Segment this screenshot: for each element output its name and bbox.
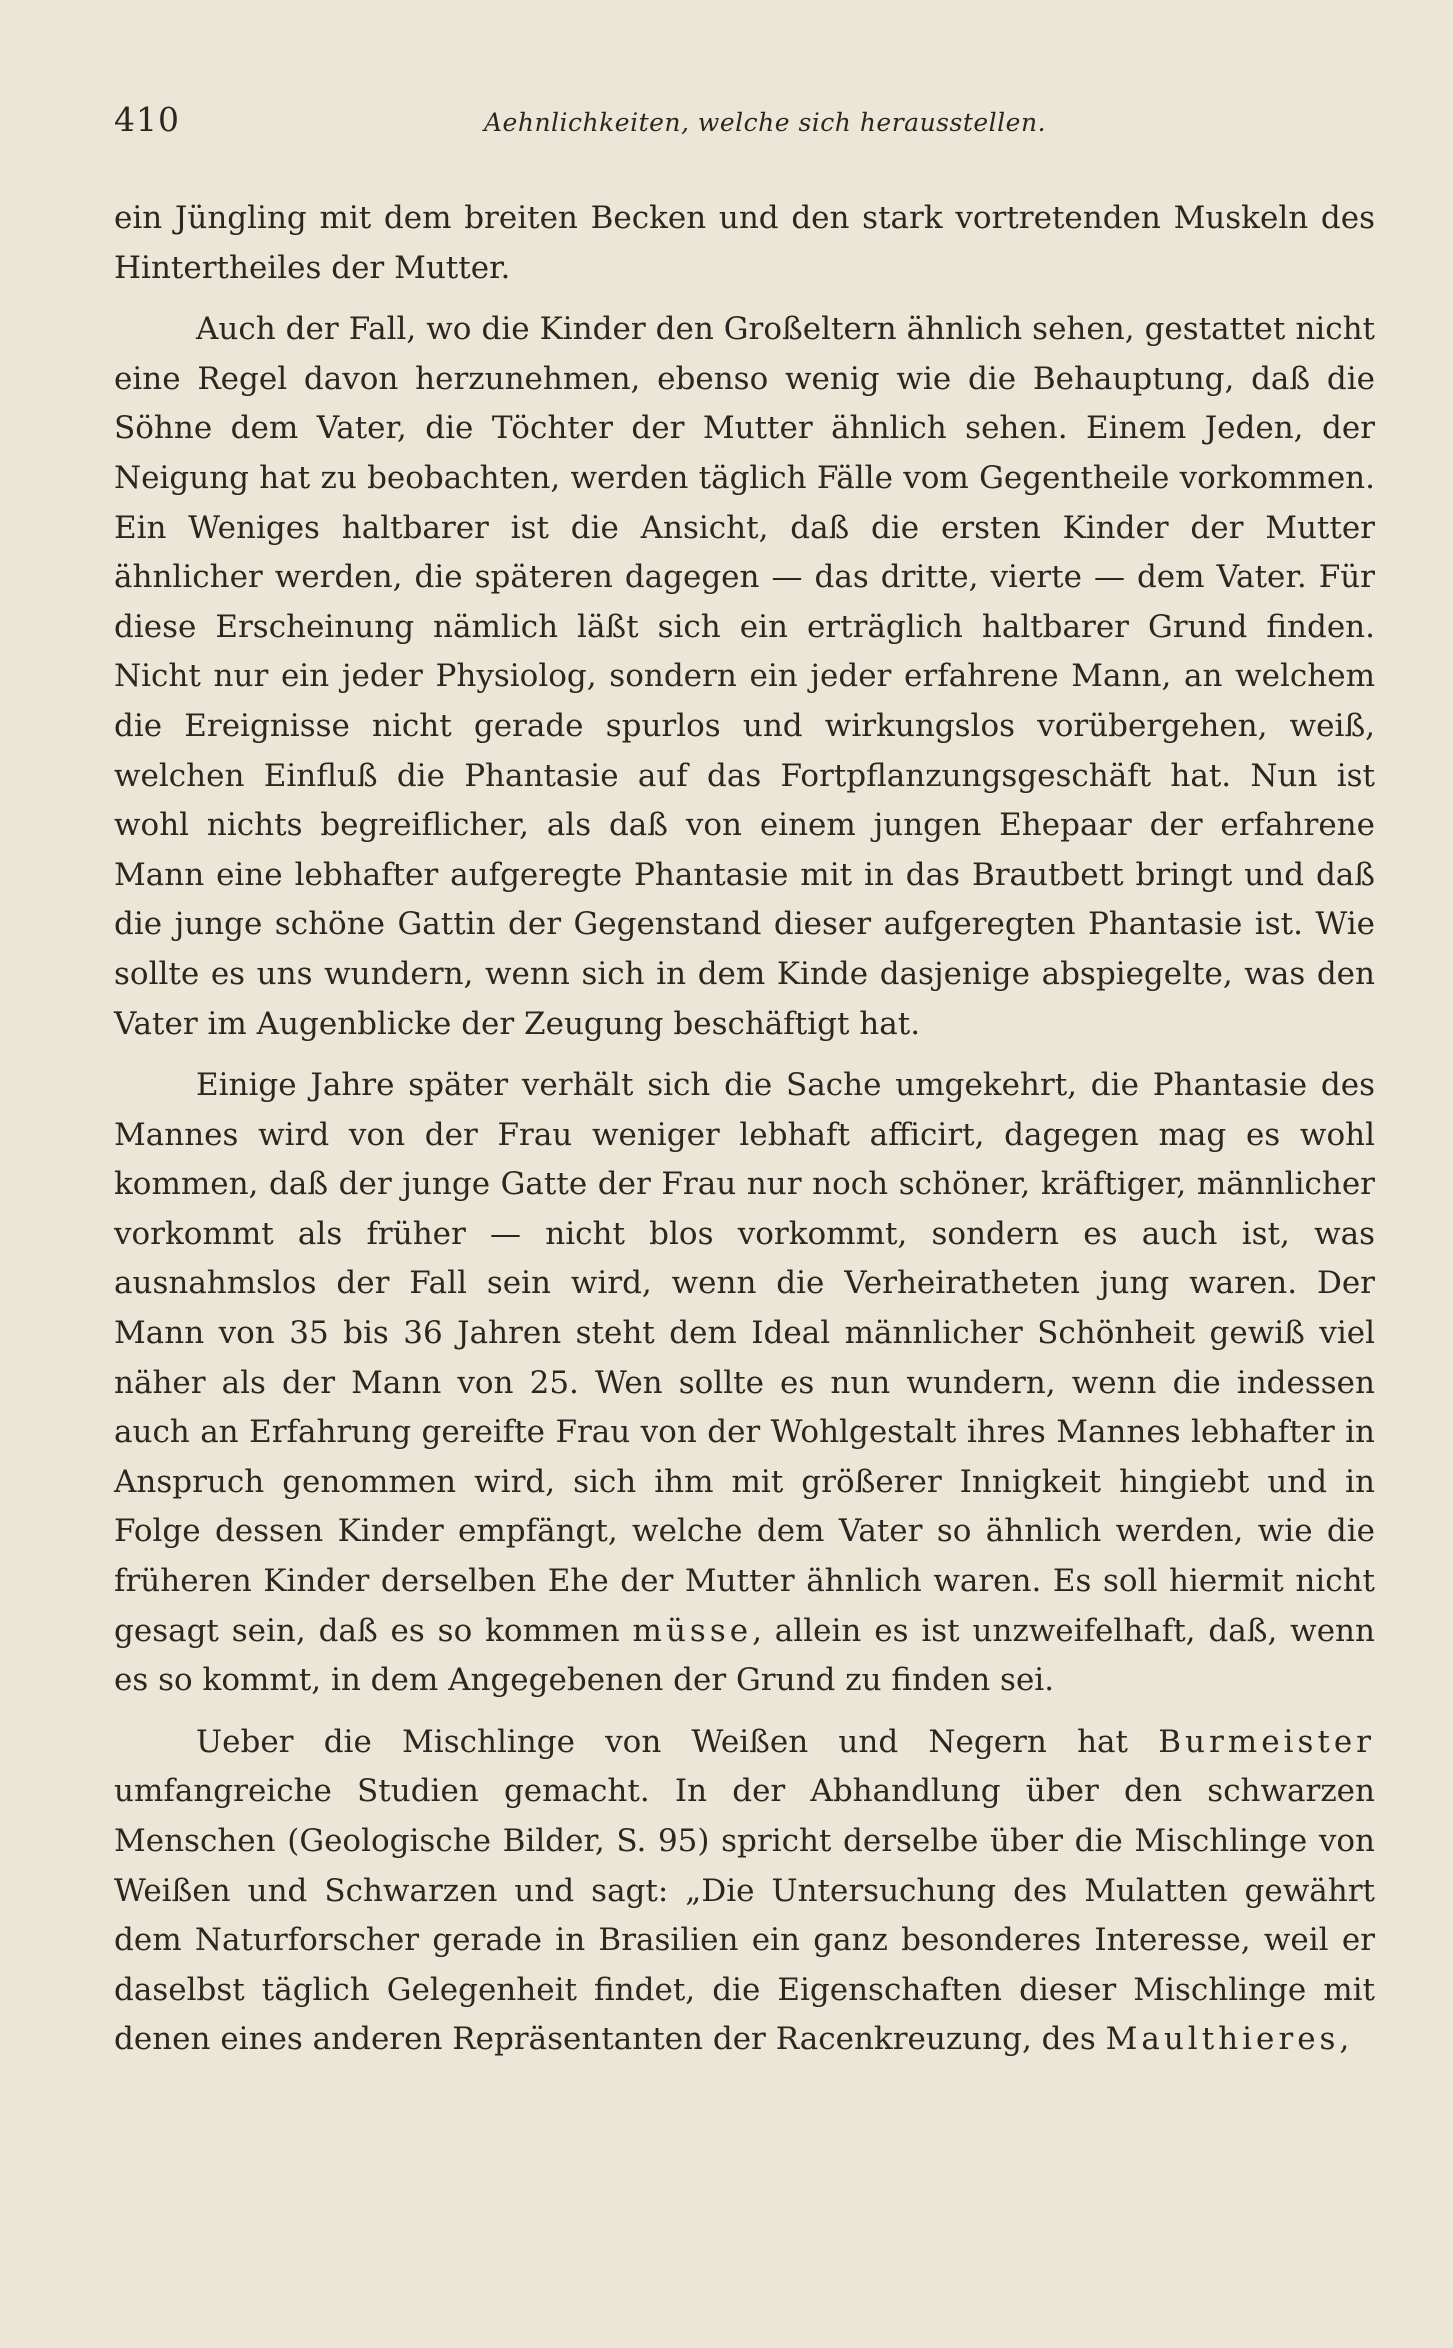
paragraph-4-text-c: , [1339,2021,1350,2058]
paragraph-4-text-b: umfangreiche Studien gemacht. In der Abhandlung über den schwarzen Menschen (Geologische Bilder, S. 95) spricht derselbe über die Mischlinge von Weißen und Schwarzen und sagt: „Die Untersuchung des Mulatten gewährt dem Naturforscher gerade in Brasilien ein ganz besonderes Interesse, weil er daselbst täglich Gelegenheit findet, die Eigenschaften dieser Mischlinge mit denen eines anderen Repräsentanten der Racenkreuzung, des [114,1773,1375,2058]
paragraph-2: Auch der Fall, wo die Kinder den Großeltern ähnlich sehen, gestattet nicht eine Regel davon herzunehmen, ebenso wenig wie die Behauptung, daß die Söhne dem Vater, die Töchter der Mutter ähnlich sehen. Einem Jeden, der Neigung hat zu beobachten, werden täglich Fälle vom Gegentheile vorkommen. Ein Weniges haltbarer ist die Ansicht, daß die ersten Kinder der Mutter ähnlicher werden, die späteren dagegen — das dritte, vierte — dem Vater. Für diese Erscheinung nämlich läßt sich ein erträglich haltbarer Grund finden. Nicht nur ein jeder Physiolog, sondern ein jeder erfahrene Mann, an welchem die Ereignisse nicht gerade spurlos und wirkungslos vorübergehen, weiß, welchen Einfluß die Phantasie auf das Fortpflanzungsgeschäft hat. Nun ist wohl nichts begreiflicher, als daß von einem jungen Ehepaar der erfahrene Mann eine lebhafter aufgeregte Phantasie mit in das Brautbett bringt und daß die junge schöne Gattin der Gegenstand dieser aufgeregten Phantasie ist. Wie sollte es uns wundern, wenn sich in dem Kinde dasjenige abspiegelte, was den Vater im Augenblicke der Zeugung beschäftigt hat. [114,311,1375,1042]
body-text [114,194,1375,2065]
page-number: 410 [114,100,180,139]
paragraph-4-emphasis-author: Burmeister [1158,1723,1375,1760]
paragraph-3-emphasis: müsse [632,1612,753,1649]
paragraph-4-emphasis-term: Maulthieres [1105,2021,1340,2058]
paragraph-4 [114,1718,1375,2065]
paragraph-1: ein Jüngling mit dem breiten Becken und den stark vortretenden Muskeln des Hintertheiles der Mutter. [114,200,1375,286]
running-head [114,100,1375,158]
running-title: Aehnlichkeiten, welche sich herausstellen. [484,108,1047,137]
paragraph-3-text-b: , allein es ist unzweifelhaft, daß, wenn es so kommt, in dem Angegebenen der Grund zu finden sei. [114,1612,1375,1699]
paragraph-3-text-a: Einige Jahre später verhält sich die Sache umgekehrt, die Phantasie des Mannes wird von der Frau weniger lebhaft afficirt, dagegen mag es wohl kommen, daß der junge Gatte der Frau nur noch schöner, kräftiger, männlicher vorkommt als früher — nicht blos vorkommt, sondern es auch ist, was ausnahmslos der Fall sein wird, wenn die Verheiratheten jung waren. Der Mann von 35 bis 36 Jahren steht dem Ideal männlicher Schönheit gewiß viel näher als der Mann von 25. Wen sollte es nun wundern, wenn die indessen auch an Erfahrung gereifte Frau von der Wohlgestalt ihres Mannes lebhafter in Anspruch genommen wird, sich ihm mit größerer Innigkeit hingiebt und in Folge dessen Kinder empfängt, welche dem Vater so ähnlich werden, wie die früheren Kinder derselben Ehe der Mutter ähnlich waren. Es soll hiermit nicht gesagt sein, daß es so kommen [114,1067,1375,1649]
paragraph-4-text-a: Ueber die Mischlinge von Weißen und Negern hat [196,1723,1159,1760]
paragraph-3 [114,1061,1375,1706]
